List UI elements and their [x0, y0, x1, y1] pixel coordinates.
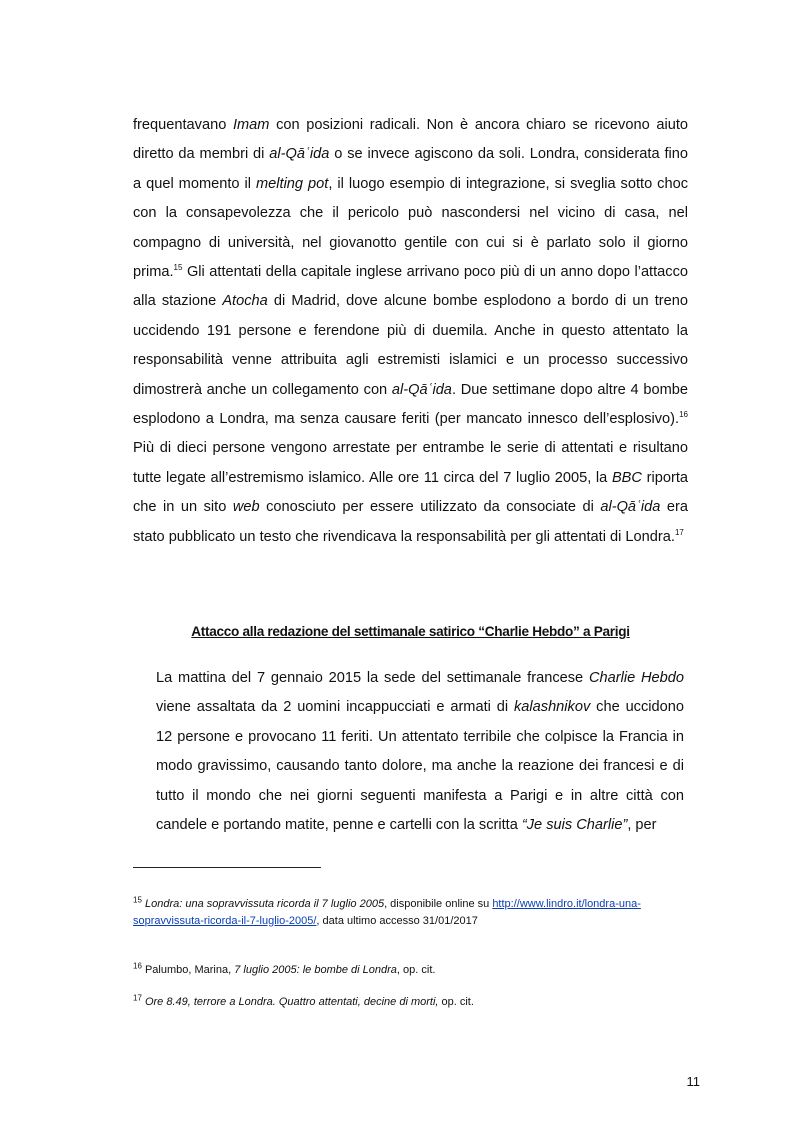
footnote-text: , op. cit.: [396, 964, 436, 976]
footnote-ref-16[interactable]: 16: [679, 410, 688, 420]
italic-term: Charlie Hebdo: [588, 670, 684, 686]
text-run: Più di dieci persone vengono arrestate per entrambe le serie di attentati e risultano tutte legate all’estremismo islamico. Alle ore 11 circa del 7 luglio 2005, la: [133, 440, 688, 486]
section-heading: Attacco alla redazione del settimanale satirico “Charlie Hebdo” a Parigi: [191, 624, 630, 639]
footnote-title: Londra: una sopravvissuta ricorda il 7 luglio 2005: [144, 898, 385, 910]
footnote-title: Ore 8.49, terrore a Londra. Quattro attentati, decine di morti,: [141, 996, 439, 1008]
text-run: conosciuto per essere utilizzato da consociate di: [259, 499, 601, 516]
text-run: , il luogo esempio di integrazione, si sveglia sotto choc con la consapevolezza che il pericolo può nascondersi nel vicino di casa, nel compagno di università, nel giovanotto gentile con cui si è parlato solo il giorno prima.: [133, 175, 689, 281]
italic-term: al-Qāʿida: [269, 146, 330, 163]
italic-term: “Je suis Charlie”: [521, 817, 628, 834]
footnote-17: [133, 994, 693, 1011]
text-run: con posizioni radicali. Non è ancora chiaro se ricevono aiuto diretto da membri di: [133, 117, 688, 163]
italic-term: al-Qāʿida: [600, 499, 661, 516]
italic-term: Atocha: [222, 293, 268, 310]
italic-term: web: [232, 499, 260, 516]
text-run: o se invece agiscono da soli. Londra, considerata fino a quel momento il: [133, 146, 688, 192]
text-run: La mattina del 7 gennaio 2015 la sede del settimanale francese: [156, 670, 589, 686]
footnote-link[interactable]: http://www.lindro.it/londra-una-sopravvissuta-ricorda-il-7-luglio-2005/: [133, 898, 641, 927]
body-paragraph: [133, 111, 688, 552]
footnote-number: 17: [133, 993, 142, 1003]
text-run: Gli attentati della capitale inglese arrivano poco più di un anno dopo l’attacco alla stazione: [133, 264, 688, 310]
footnote-text: Palumbo, Marina,: [141, 964, 235, 976]
footnote-title: 7 luglio 2005: le bombe di Londra: [234, 964, 397, 976]
text-run: frequentavano: [133, 117, 233, 133]
footnote-separator: [133, 867, 321, 868]
footnote-text: , data ultimo accesso 31/01/2017: [316, 914, 478, 927]
text-run: riporta che in un sito: [133, 469, 688, 516]
italic-term: al-Qāʿida: [391, 381, 452, 398]
section-paragraph: [156, 664, 684, 840]
page-number: 11: [686, 1074, 700, 1089]
text-run: era stato pubblicato un testo che rivendicava la responsabilità per gli attentati di Londra.: [133, 499, 688, 545]
footnote-number: 15: [133, 895, 142, 905]
text-run: , per: [627, 817, 657, 834]
italic-term: kalashnikov: [514, 699, 591, 716]
text-run: di Madrid, dove alcune bombe esplodono a bordo di un treno uccidendo 191 persone e ferendone più di duemila. Anche in questo attentato la responsabilità venne attribuita agli estremisti islamici e un processo successivo dimostrerà anche un collegamento con: [133, 293, 688, 398]
footnote-number: 16: [133, 961, 142, 971]
footnote-text: , disponibile online su: [384, 898, 493, 910]
footnote-ref-17[interactable]: 17: [674, 527, 684, 537]
text-run: viene assaltata da 2 uomini incappucciati e armati di: [156, 699, 514, 716]
italic-term: Imam: [232, 117, 270, 133]
footnote-15: [133, 896, 693, 929]
footnote-16: [133, 962, 693, 979]
text-run: . Due settimane dopo altre 4 bombe esplodono a Londra, ma senza causare feriti (per mancato innesco dell’esplosivo).: [133, 381, 688, 428]
italic-term: melting pot: [256, 175, 329, 192]
footnote-text: op. cit.: [438, 996, 474, 1008]
text-run: che uccidono 12 persone e provocano 11 feriti. Un attentato terribile che colpisce la Francia in modo gravissimo, causando tanto dolore, ma anche la reazione dei francesi e di tutto il mondo che nei giorni seguenti manifesta a Parigi e in altre città con candele e portando matite, penne e cartelli con la scritta: [156, 699, 684, 834]
footnote-ref-15[interactable]: 15: [173, 263, 183, 273]
italic-term: BBC: [611, 469, 642, 486]
